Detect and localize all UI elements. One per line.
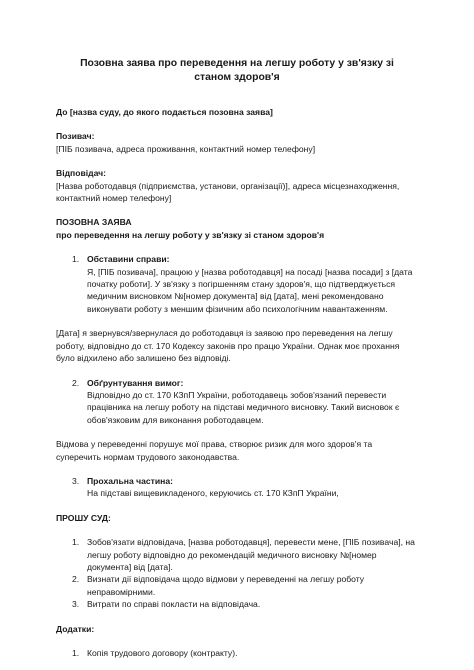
section-title: Обставини справи: bbox=[87, 254, 170, 265]
request-item-text: Визнати дії відповідача щодо відмови у переведенні на легшу роботу неправомірними. bbox=[87, 574, 365, 597]
section-number: 3. bbox=[72, 475, 80, 486]
paragraph-appeal: [Дата] я звернувся/звернулася до роботодавця із заявою про переведення на легшу роботу, відповідно до ст. 170 Кодексу законів про працю України. Однак моє прохання було відхилено або залишено без відповіді. bbox=[56, 328, 400, 364]
section-text: Відповідно до ст. 170 КЗпП України, роботодавець зобов'язаний перевести працівника на легшу роботу на підставі медичного висновку. Такий висновок є обов'язковим для виконання роботодавцем. bbox=[87, 389, 400, 425]
attachment-item-text: Копія трудового договору (контракту). bbox=[87, 648, 238, 658]
attachment-item-number: 1. bbox=[72, 648, 80, 658]
request-item-number: 3. bbox=[72, 599, 80, 610]
request-item bbox=[72, 598, 418, 610]
section-title: Прохальна частина: bbox=[87, 475, 173, 486]
request-item bbox=[72, 536, 418, 573]
request-item-number: 2. bbox=[72, 574, 80, 585]
claim-heading: ПОЗОВНА ЗАЯВА bbox=[56, 217, 132, 228]
request-heading: ПРОШУ СУД: bbox=[56, 512, 111, 523]
request-item bbox=[72, 573, 418, 598]
section-justification bbox=[72, 377, 418, 427]
paragraph-violation: Відмова у переведенні порушує мої права, створює ризик для мого здоров'я та суперечить нормам трудового законодавства. bbox=[56, 439, 373, 462]
section-text: На підставі вищевикладеного, керуючись ст. 170 КЗпП України, bbox=[87, 488, 339, 499]
section-title: Обґрунтування вимог: bbox=[87, 377, 184, 388]
court-line: До [назва суду, до якого подається позовна заява] bbox=[56, 107, 273, 117]
section-request-part bbox=[72, 475, 418, 500]
defendant-value: [Назва роботодавця (підприємства, установи, організації)], адреса місцезнаходження, контактний номер телефону] bbox=[56, 180, 400, 204]
request-item-number: 1. bbox=[72, 537, 80, 548]
attachments-heading: Додатки: bbox=[56, 623, 95, 634]
section-text: Я, [ПІБ позивача], працюю у [назва роботодавця] на посаді [назва посади] з [дата початку роботи]. У зв'язку з погіршенням стану здоров'я, що підтверджується медичним висновком №[номер документа] від [дата], мені рекомендовано виконувати роботу з меншим фізичним або психологічним навантаженням. bbox=[87, 266, 413, 314]
claim-subheading: про переведення на легшу роботу у зв'язку зі станом здоров'я bbox=[56, 229, 325, 240]
defendant-label: Відповідач: bbox=[56, 168, 107, 179]
document-title: Позовна заява про переведення на легшу роботу у зв'язку зі станом здоров'я bbox=[80, 58, 394, 83]
plaintiff-label: Позивач: bbox=[56, 131, 95, 142]
request-item-text: Витрати по справі покласти на відповідача. bbox=[87, 599, 261, 610]
request-item-text: Зобов'язати відповідача, [назва роботодавця], перевести мене, [ПІБ позивача], на легшу роботу відповідно до рекомендацій медичного висновку №[номер документа] від [дата]. bbox=[87, 537, 415, 572]
plaintiff-value: [ПІБ позивача, адреса проживання, контактний номер телефону] bbox=[56, 143, 316, 154]
section-circumstances bbox=[72, 253, 418, 315]
attachment-item bbox=[72, 647, 418, 659]
section-number: 1. bbox=[72, 254, 80, 265]
section-number: 2. bbox=[72, 377, 80, 388]
